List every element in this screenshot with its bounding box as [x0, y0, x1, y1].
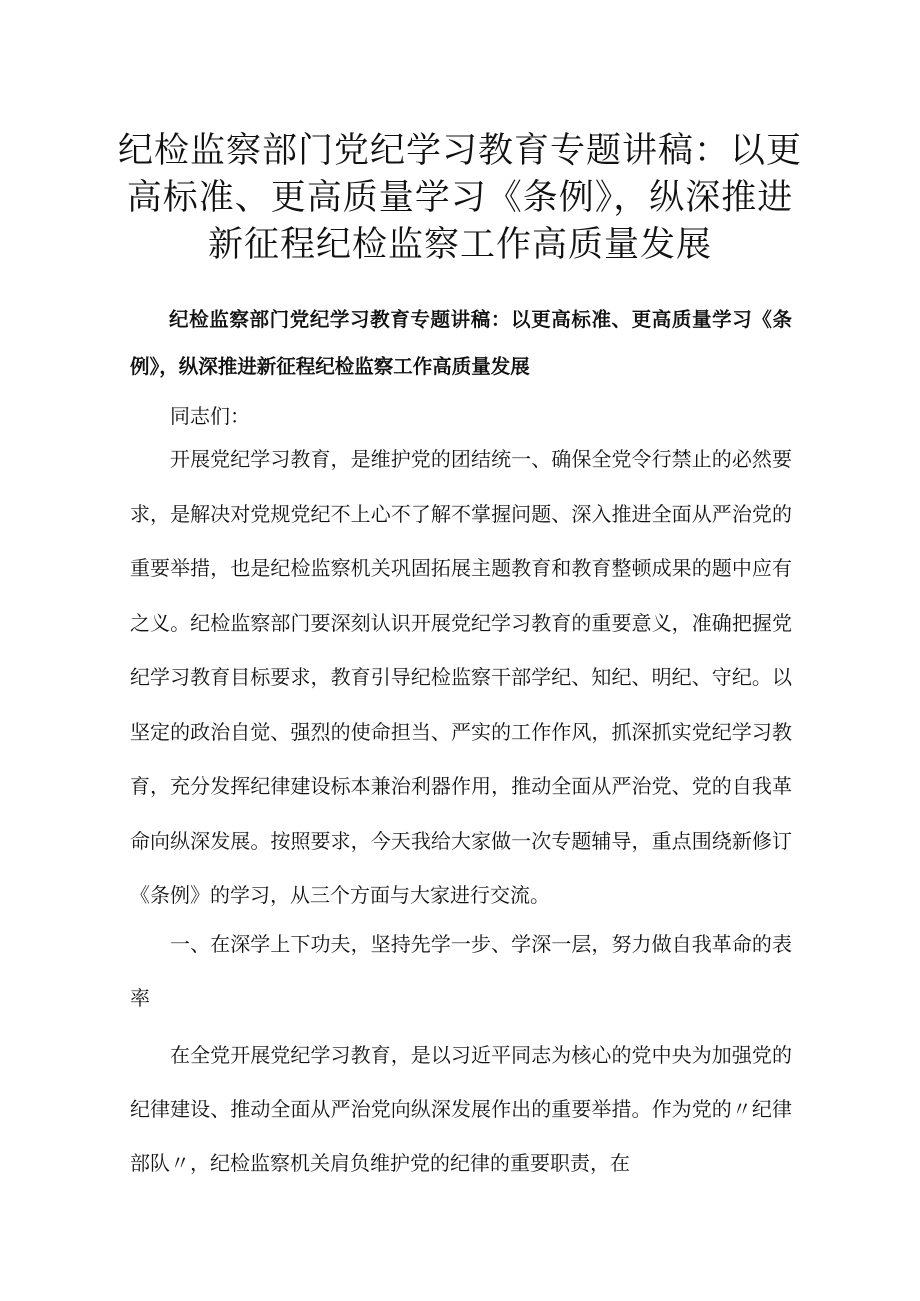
document-subtitle: 纪检监察部门党纪学习教育专题讲稿：以更高标准、更高质量学习《条例》，纵深推进新征程纪检监察工作高质量发展	[130, 308, 792, 378]
salutation: 同志们：	[170, 404, 250, 428]
section-heading-1: 一、在深学上下功夫，坚持先学一步、学深一层，努力做自我革命的表率	[130, 932, 792, 1010]
section-1-paragraph: 在全党开展党纪学习教育，是以习近平同志为核心的党中央为加强党的纪律建设、推动全面从严治党向纵深发展作出的重要举措。作为党的〃纪律部队〃，纪检监察机关肩负维护党的纪律的重要职责，在	[130, 1043, 792, 1175]
document-title: 纪检监察部门党纪学习教育专题讲稿：以更高标准、更高质量学习《条例》，纵深推进新征程纪检监察工作高质量发展	[118, 131, 803, 265]
intro-paragraph: 开展党纪学习教育，是维护党的团结统一、确保全党令行禁止的必然要求，是解决对党规党纪不上心不了解不掌握问题、深入推进全面从严治党的重要举措，也是纪检监察机关巩固拓展主题教育和教育整顿成果的题中应有之义。纪检监察部门要深刻认识开展党纪学习教育的重要意义，准确把握党纪学习教育目标要求，教育引导纪检监察干部学纪、知纪、明纪、守纪。以坚定的政治自觉、强烈的使命担当、严实的工作作风，抓深抓实党纪学习教育，充分发挥纪律建设标本兼治利器作用，推动全面从严治党、党的自我革命向纵深发展。按照要求，今天我给大家做一次专题辅导，重点围绕新修订《条例》的学习，从三个方面与大家进行交流。	[130, 447, 792, 907]
